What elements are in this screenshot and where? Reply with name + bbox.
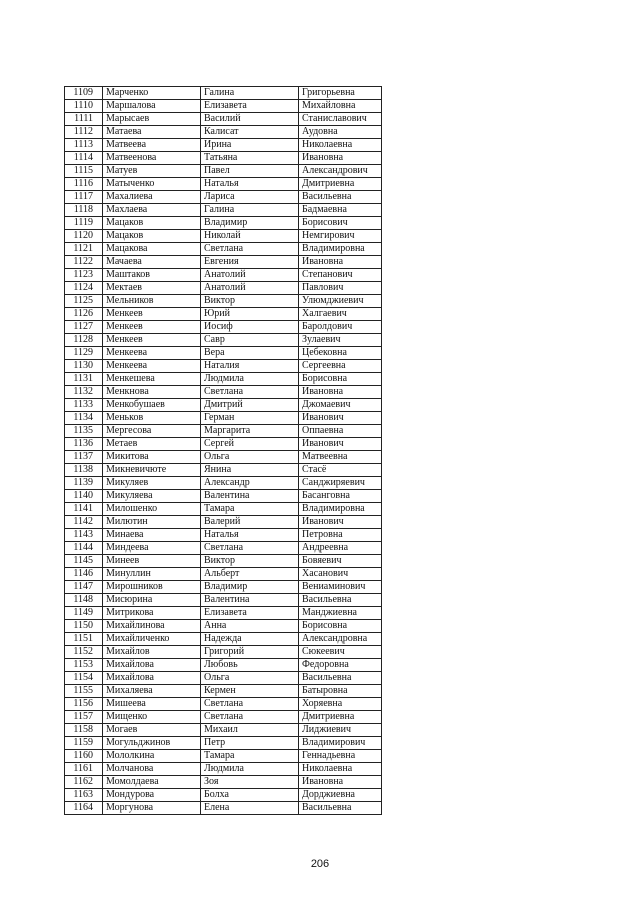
row-number-cell: 1127 (65, 321, 103, 334)
row-number-cell: 1121 (65, 243, 103, 256)
table-row (65, 672, 382, 685)
surname-cell: Менкеева (103, 347, 201, 360)
row-number-cell: 1114 (65, 152, 103, 165)
first-name-cell: Анатолий (201, 269, 299, 282)
first-name-cell: Калисат (201, 126, 299, 139)
patronymic-cell: Станиславович (299, 113, 382, 126)
patronymic-cell: Борисовна (299, 373, 382, 386)
first-name-cell: Сергей (201, 438, 299, 451)
patronymic-cell: Дорджиевна (299, 789, 382, 802)
patronymic-cell: Манджиевна (299, 607, 382, 620)
patronymic-cell: Баролдович (299, 321, 382, 334)
row-number-cell: 1128 (65, 334, 103, 347)
patronymic-cell: Владимирович (299, 737, 382, 750)
row-number-cell: 1160 (65, 750, 103, 763)
surname-cell: Мисюрина (103, 594, 201, 607)
table-row (65, 87, 382, 100)
table-row (65, 243, 382, 256)
surname-cell: Митрикова (103, 607, 201, 620)
surname-cell: Микневичюте (103, 464, 201, 477)
patronymic-cell: Андреевна (299, 542, 382, 555)
surname-cell: Михайлинова (103, 620, 201, 633)
row-number-cell: 1163 (65, 789, 103, 802)
first-name-cell: Анатолий (201, 282, 299, 295)
first-name-cell: Наталия (201, 360, 299, 373)
surname-cell: Мельников (103, 295, 201, 308)
surname-cell: Мишеева (103, 698, 201, 711)
patronymic-cell: Халгаевич (299, 308, 382, 321)
table-row (65, 763, 382, 776)
first-name-cell: Юрий (201, 308, 299, 321)
surname-cell: Мололкина (103, 750, 201, 763)
first-name-cell: Янина (201, 464, 299, 477)
surname-cell: Михайлова (103, 672, 201, 685)
row-number-cell: 1157 (65, 711, 103, 724)
patronymic-cell: Федоровна (299, 659, 382, 672)
row-number-cell: 1138 (65, 464, 103, 477)
surname-cell: Менкобушаев (103, 399, 201, 412)
surname-cell: Марысаев (103, 113, 201, 126)
table-row (65, 503, 382, 516)
row-number-cell: 1153 (65, 659, 103, 672)
patronymic-cell: Дмитриевна (299, 711, 382, 724)
surname-cell: Марченко (103, 87, 201, 100)
patronymic-cell: Бадмаевна (299, 204, 382, 217)
surname-cell: Мергесова (103, 425, 201, 438)
row-number-cell: 1161 (65, 763, 103, 776)
surname-cell: Менкеева (103, 360, 201, 373)
row-number-cell: 1139 (65, 477, 103, 490)
surname-cell: Момолдаева (103, 776, 201, 789)
first-name-cell: Людмила (201, 763, 299, 776)
surname-cell: Махалиева (103, 191, 201, 204)
patronymic-cell: Григорьевна (299, 87, 382, 100)
surname-cell: Матвеенова (103, 152, 201, 165)
patronymic-cell: Оппаевна (299, 425, 382, 438)
row-number-cell: 1130 (65, 360, 103, 373)
row-number-cell: 1140 (65, 490, 103, 503)
table-row (65, 308, 382, 321)
first-name-cell: Валерий (201, 516, 299, 529)
row-number-cell: 1133 (65, 399, 103, 412)
row-number-cell: 1135 (65, 425, 103, 438)
row-number-cell: 1110 (65, 100, 103, 113)
row-number-cell: 1142 (65, 516, 103, 529)
patronymic-cell: Цебековна (299, 347, 382, 360)
surname-cell: Мацакова (103, 243, 201, 256)
table-row (65, 386, 382, 399)
table-row (65, 295, 382, 308)
patronymic-cell: Васильевна (299, 191, 382, 204)
row-number-cell: 1155 (65, 685, 103, 698)
table-row (65, 607, 382, 620)
first-name-cell: Василий (201, 113, 299, 126)
row-number-cell: 1116 (65, 178, 103, 191)
surname-cell: Минаева (103, 529, 201, 542)
surname-cell: Михайличенко (103, 633, 201, 646)
patronymic-cell: Иванович (299, 412, 382, 425)
patronymic-cell: Михайловна (299, 100, 382, 113)
first-name-cell: Маргарита (201, 425, 299, 438)
table-row (65, 698, 382, 711)
names-table-body (65, 87, 382, 815)
row-number-cell: 1147 (65, 581, 103, 594)
table-row (65, 542, 382, 555)
row-number-cell: 1159 (65, 737, 103, 750)
first-name-cell: Галина (201, 204, 299, 217)
table-row (65, 438, 382, 451)
row-number-cell: 1129 (65, 347, 103, 360)
table-row (65, 373, 382, 386)
patronymic-cell: Джомаевич (299, 399, 382, 412)
first-name-cell: Болха (201, 789, 299, 802)
table-row (65, 204, 382, 217)
first-name-cell: Елизавета (201, 607, 299, 620)
table-row (65, 126, 382, 139)
first-name-cell: Наталья (201, 529, 299, 542)
table-row (65, 269, 382, 282)
row-number-cell: 1126 (65, 308, 103, 321)
first-name-cell: Галина (201, 87, 299, 100)
patronymic-cell: Степанович (299, 269, 382, 282)
first-name-cell: Светлана (201, 542, 299, 555)
row-number-cell: 1145 (65, 555, 103, 568)
first-name-cell: Вера (201, 347, 299, 360)
surname-cell: Матыченко (103, 178, 201, 191)
patronymic-cell: Борисович (299, 217, 382, 230)
surname-cell: Могульджинов (103, 737, 201, 750)
row-number-cell: 1122 (65, 256, 103, 269)
table-row (65, 451, 382, 464)
first-name-cell: Наталья (201, 178, 299, 191)
first-name-cell: Елизавета (201, 100, 299, 113)
patronymic-cell: Матвеевна (299, 451, 382, 464)
row-number-cell: 1151 (65, 633, 103, 646)
surname-cell: Мацаков (103, 217, 201, 230)
patronymic-cell: Вениаминович (299, 581, 382, 594)
surname-cell: Меньков (103, 412, 201, 425)
row-number-cell: 1123 (65, 269, 103, 282)
first-name-cell: Лариса (201, 191, 299, 204)
surname-cell: Мектаев (103, 282, 201, 295)
patronymic-cell: Улюмджиевич (299, 295, 382, 308)
first-name-cell: Елена (201, 802, 299, 815)
surname-cell: Мачаева (103, 256, 201, 269)
table-row (65, 165, 382, 178)
surname-cell: Микитова (103, 451, 201, 464)
row-number-cell: 1156 (65, 698, 103, 711)
table-row (65, 568, 382, 581)
surname-cell: Менкеев (103, 334, 201, 347)
first-name-cell: Светлана (201, 386, 299, 399)
surname-cell: Минеев (103, 555, 201, 568)
row-number-cell: 1120 (65, 230, 103, 243)
patronymic-cell: Павлович (299, 282, 382, 295)
row-number-cell: 1146 (65, 568, 103, 581)
table-row (65, 425, 382, 438)
table-row (65, 256, 382, 269)
table-row (65, 633, 382, 646)
table-row (65, 178, 382, 191)
first-name-cell: Владимир (201, 217, 299, 230)
surname-cell: Мищенко (103, 711, 201, 724)
first-name-cell: Владимир (201, 581, 299, 594)
first-name-cell: Виктор (201, 555, 299, 568)
row-number-cell: 1154 (65, 672, 103, 685)
first-name-cell: Иосиф (201, 321, 299, 334)
patronymic-cell: Стасё (299, 464, 382, 477)
row-number-cell: 1158 (65, 724, 103, 737)
surname-cell: Молчанова (103, 763, 201, 776)
surname-cell: Мирошников (103, 581, 201, 594)
row-number-cell: 1124 (65, 282, 103, 295)
first-name-cell: Герман (201, 412, 299, 425)
table-row (65, 646, 382, 659)
first-name-cell: Григорий (201, 646, 299, 659)
table-row (65, 724, 382, 737)
table-row (65, 490, 382, 503)
patronymic-cell: Санджиряевич (299, 477, 382, 490)
first-name-cell: Павел (201, 165, 299, 178)
table-row (65, 594, 382, 607)
first-name-cell: Тамара (201, 750, 299, 763)
first-name-cell: Валентина (201, 594, 299, 607)
table-row (65, 113, 382, 126)
table-row (65, 620, 382, 633)
table-row (65, 100, 382, 113)
table-row (65, 152, 382, 165)
row-number-cell: 1117 (65, 191, 103, 204)
patronymic-cell: Ивановна (299, 386, 382, 399)
first-name-cell: Кермен (201, 685, 299, 698)
first-name-cell: Ольга (201, 672, 299, 685)
surname-cell: Мондурова (103, 789, 201, 802)
table-row (65, 464, 382, 477)
table-row (65, 802, 382, 815)
surname-cell: Менкнова (103, 386, 201, 399)
table-row (65, 529, 382, 542)
row-number-cell: 1132 (65, 386, 103, 399)
surname-cell: Михайлова (103, 659, 201, 672)
patronymic-cell: Александрович (299, 165, 382, 178)
first-name-cell: Петр (201, 737, 299, 750)
patronymic-cell: Хасанович (299, 568, 382, 581)
first-name-cell: Тамара (201, 503, 299, 516)
patronymic-cell: Владимировна (299, 243, 382, 256)
table-row (65, 399, 382, 412)
page-number: 206 (310, 858, 330, 870)
surname-cell: Миндеева (103, 542, 201, 555)
table-row (65, 321, 382, 334)
table-row (65, 750, 382, 763)
surname-cell: Махлаева (103, 204, 201, 217)
row-number-cell: 1141 (65, 503, 103, 516)
first-name-cell: Светлана (201, 711, 299, 724)
row-number-cell: 1137 (65, 451, 103, 464)
patronymic-cell: Васильевна (299, 672, 382, 685)
patronymic-cell: Ивановна (299, 256, 382, 269)
first-name-cell: Михаил (201, 724, 299, 737)
first-name-cell: Людмила (201, 373, 299, 386)
surname-cell: Мацаков (103, 230, 201, 243)
row-number-cell: 1144 (65, 542, 103, 555)
first-name-cell: Савр (201, 334, 299, 347)
patronymic-cell: Хоряевна (299, 698, 382, 711)
surname-cell: Метаев (103, 438, 201, 451)
first-name-cell: Зоя (201, 776, 299, 789)
first-name-cell: Николай (201, 230, 299, 243)
patronymic-cell: Басанговна (299, 490, 382, 503)
row-number-cell: 1136 (65, 438, 103, 451)
surname-cell: Матаева (103, 126, 201, 139)
patronymic-cell: Бовяевич (299, 555, 382, 568)
first-name-cell: Валентина (201, 490, 299, 503)
first-name-cell: Светлана (201, 698, 299, 711)
table-row (65, 581, 382, 594)
table-row (65, 412, 382, 425)
first-name-cell: Александр (201, 477, 299, 490)
surname-cell: Маштаков (103, 269, 201, 282)
row-number-cell: 1150 (65, 620, 103, 633)
table-row (65, 360, 382, 373)
patronymic-cell: Петровна (299, 529, 382, 542)
patronymic-cell: Сергеевна (299, 360, 382, 373)
patronymic-cell: Ивановна (299, 776, 382, 789)
row-number-cell: 1143 (65, 529, 103, 542)
surname-cell: Моргунова (103, 802, 201, 815)
first-name-cell: Альберт (201, 568, 299, 581)
patronymic-cell: Ивановна (299, 152, 382, 165)
first-name-cell: Ольга (201, 451, 299, 464)
surname-cell: Маршалова (103, 100, 201, 113)
row-number-cell: 1162 (65, 776, 103, 789)
patronymic-cell: Николаевна (299, 763, 382, 776)
patronymic-cell: Дмитриевна (299, 178, 382, 191)
patronymic-cell: Борисовна (299, 620, 382, 633)
row-number-cell: 1131 (65, 373, 103, 386)
first-name-cell: Евгения (201, 256, 299, 269)
surname-cell: Менкеев (103, 321, 201, 334)
row-number-cell: 1119 (65, 217, 103, 230)
patronymic-cell: Немгирович (299, 230, 382, 243)
patronymic-cell: Иванович (299, 438, 382, 451)
first-name-cell: Татьяна (201, 152, 299, 165)
table-row (65, 789, 382, 802)
first-name-cell: Надежда (201, 633, 299, 646)
surname-cell: Микуляева (103, 490, 201, 503)
table-row (65, 139, 382, 152)
patronymic-cell: Лиджиевич (299, 724, 382, 737)
row-number-cell: 1164 (65, 802, 103, 815)
surname-cell: Милютин (103, 516, 201, 529)
table-row (65, 555, 382, 568)
patronymic-cell: Аудовна (299, 126, 382, 139)
patronymic-cell: Васильевна (299, 802, 382, 815)
first-name-cell: Анна (201, 620, 299, 633)
first-name-cell: Светлана (201, 243, 299, 256)
first-name-cell: Дмитрий (201, 399, 299, 412)
patronymic-cell: Владимировна (299, 503, 382, 516)
row-number-cell: 1109 (65, 87, 103, 100)
table-row (65, 737, 382, 750)
row-number-cell: 1148 (65, 594, 103, 607)
table-row (65, 477, 382, 490)
patronymic-cell: Александровна (299, 633, 382, 646)
table-row (65, 659, 382, 672)
patronymic-cell: Сюкеевич (299, 646, 382, 659)
table-row (65, 191, 382, 204)
row-number-cell: 1152 (65, 646, 103, 659)
surname-cell: Могаев (103, 724, 201, 737)
patronymic-cell: Иванович (299, 516, 382, 529)
surname-cell: Микуляев (103, 477, 201, 490)
surname-cell: Милошенко (103, 503, 201, 516)
names-table (64, 86, 382, 815)
row-number-cell: 1112 (65, 126, 103, 139)
table-row (65, 711, 382, 724)
patronymic-cell: Васильевна (299, 594, 382, 607)
row-number-cell: 1113 (65, 139, 103, 152)
surname-cell: Менкешева (103, 373, 201, 386)
row-number-cell: 1118 (65, 204, 103, 217)
patronymic-cell: Батыровна (299, 685, 382, 698)
table-row (65, 776, 382, 789)
table-row (65, 516, 382, 529)
surname-cell: Менкеев (103, 308, 201, 321)
surname-cell: Михайлов (103, 646, 201, 659)
table-row (65, 685, 382, 698)
row-number-cell: 1149 (65, 607, 103, 620)
table-row (65, 347, 382, 360)
row-number-cell: 1115 (65, 165, 103, 178)
patronymic-cell: Геннадьевна (299, 750, 382, 763)
row-number-cell: 1125 (65, 295, 103, 308)
surname-cell: Михаляева (103, 685, 201, 698)
row-number-cell: 1134 (65, 412, 103, 425)
first-name-cell: Ирина (201, 139, 299, 152)
surname-cell: Матвеева (103, 139, 201, 152)
table-row (65, 217, 382, 230)
first-name-cell: Виктор (201, 295, 299, 308)
table-row (65, 334, 382, 347)
patronymic-cell: Зулаевич (299, 334, 382, 347)
first-name-cell: Любовь (201, 659, 299, 672)
table-row (65, 282, 382, 295)
patronymic-cell: Николаевна (299, 139, 382, 152)
surname-cell: Матуев (103, 165, 201, 178)
surname-cell: Минуллин (103, 568, 201, 581)
table-row (65, 230, 382, 243)
row-number-cell: 1111 (65, 113, 103, 126)
